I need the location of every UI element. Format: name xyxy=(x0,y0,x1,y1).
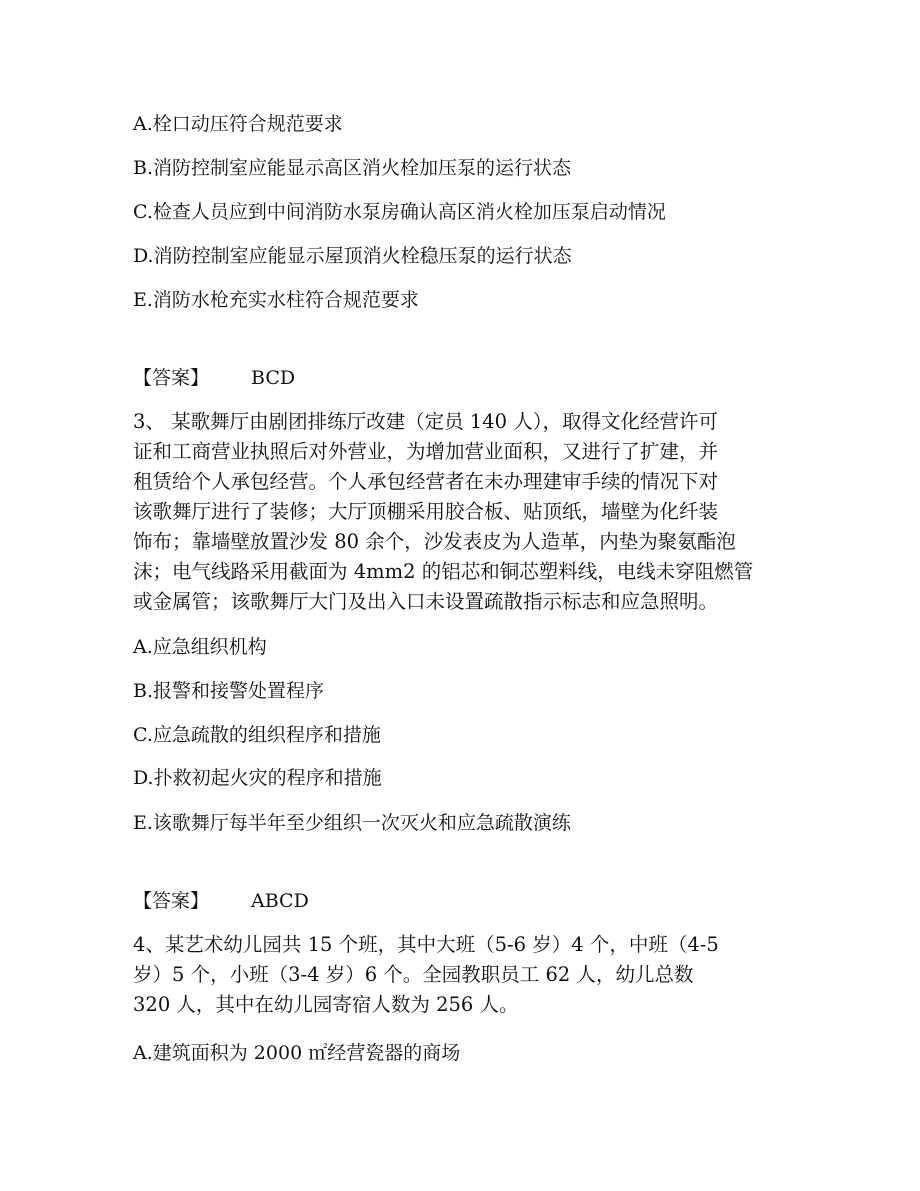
q2-option-a: A.栓口动压符合规范要求 xyxy=(133,113,343,135)
q4-line-2: 岁）5 个，小班（3-4 岁）6 个。全园教职员工 62 人，幼儿总数 xyxy=(133,963,694,986)
answer-label: 【答案】 xyxy=(133,890,210,912)
q2-option-e: E.消防水枪充实水柱符合规范要求 xyxy=(133,289,419,311)
answer-value: BCD xyxy=(251,367,296,389)
q3-line-1: 3、 某歌舞厅由剧团排练厅改建（定员 140 人），取得文化经营许可 xyxy=(133,410,718,433)
q3-answer xyxy=(133,889,309,913)
q3-option-b: B.报警和接警处置程序 xyxy=(133,680,325,702)
q2-option-c: C.检查人员应到中间消防水泵房确认高区消火栓加压泵启动情况 xyxy=(133,201,666,223)
q2-option-d: D.消防控制室应能显示屋顶消火栓稳压泵的运行状态 xyxy=(133,245,572,267)
q3-line-2: 证和工商营业执照后对外营业，为增加营业面积，又进行了扩建，并 xyxy=(133,440,719,463)
q3-line-7: 或金属管；该歌舞厅大门及出入口未设置疏散指示标志和应急照明。 xyxy=(133,590,719,613)
q3-line-5: 饰布；靠墙壁放置沙发 80 余个，沙发表皮为人造革，内垫为聚氨酯泡 xyxy=(133,530,736,553)
q3-line-4: 该歌舞厅进行了装修；大厅顶棚采用胶合板、贴顶纸，墙壁为化纤装 xyxy=(133,500,719,523)
q2-answer xyxy=(133,366,295,390)
q3-line-3: 租赁给个人承包经营。个人承包经营者在未办理建审手续的情况下对 xyxy=(133,470,719,493)
q2-option-b: B.消防控制室应能显示高区消火栓加压泵的运行状态 xyxy=(133,157,572,179)
q3-option-e: E.该歌舞厅每半年至少组织一次灭火和应急疏散演练 xyxy=(133,812,571,834)
q4-line-3: 320 人，其中在幼儿园寄宿人数为 256 人。 xyxy=(133,993,519,1016)
answer-label: 【答案】 xyxy=(133,367,210,389)
answer-value: ABCD xyxy=(251,890,309,912)
q3-option-c: C.应急疏散的组织程序和措施 xyxy=(133,724,381,746)
q3-option-d: D.扑救初起火灾的程序和措施 xyxy=(133,767,382,789)
q3-line-6: 沫；电气线路采用截面为 4mm2 的铝芯和铜芯塑料线，电线未穿阻燃管 xyxy=(133,560,754,583)
q4-option-a: A.建筑面积为 2000 ㎡经营瓷器的商场 xyxy=(133,1042,461,1064)
q3-option-a: A.应急组织机构 xyxy=(133,636,267,658)
q4-line-1: 4、某艺术幼儿园共 15 个班，其中大班（5-6 岁）4 个，中班（4-5 xyxy=(133,933,719,956)
